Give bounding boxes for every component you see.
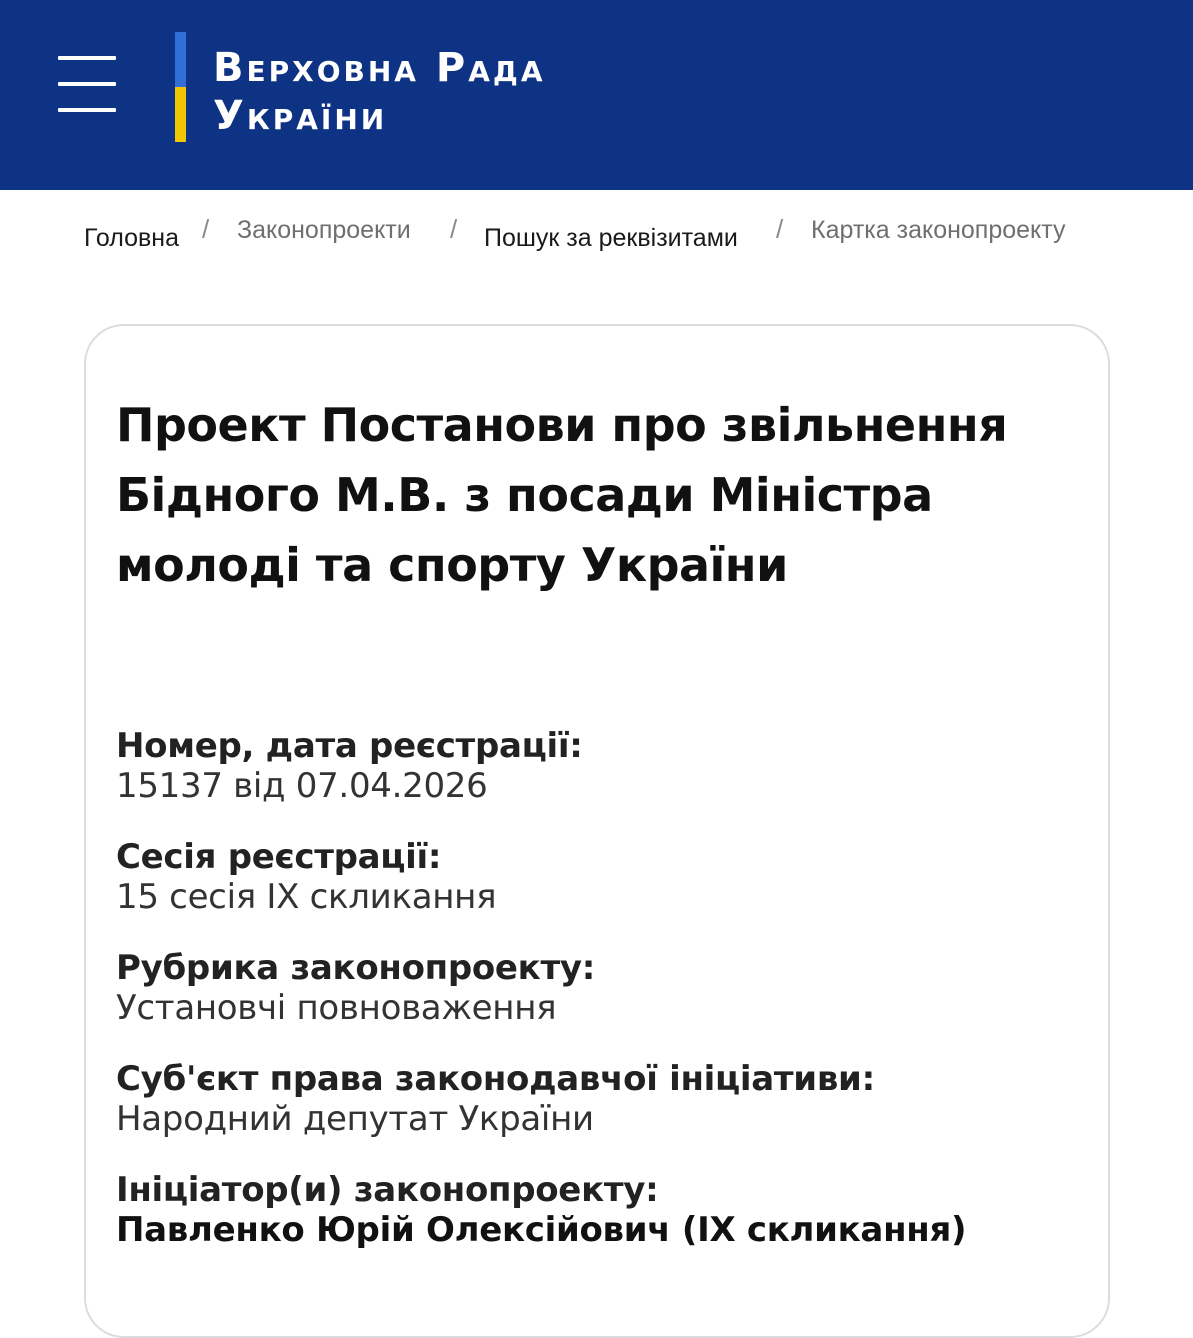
- field-value: Установчі повноваження: [116, 988, 557, 1028]
- field-label: Номер, дата реєстрації:: [116, 726, 583, 766]
- breadcrumb-separator: /: [202, 214, 210, 244]
- field-label: Суб'єкт права законодавчої ініціативи:: [116, 1059, 875, 1099]
- field-value: 15 сесія IX скликання: [116, 877, 497, 917]
- site-header: [0, 0, 1193, 190]
- registration-field: [116, 726, 1096, 806]
- field-label: Сесія реєстрації:: [116, 837, 442, 877]
- breadcrumb-separator: /: [450, 214, 458, 244]
- session-field: [116, 837, 1096, 917]
- field-value: 15137 від 07.04.2026: [116, 766, 488, 806]
- ukraine-flag-icon: [175, 32, 186, 142]
- breadcrumb-bill-card: Картка законопроекту: [811, 216, 1066, 244]
- menu-line: [58, 82, 116, 86]
- hamburger-menu-icon[interactable]: [58, 56, 116, 112]
- bill-title: Проект Постанови про звільнення Бідного М.В. з посади Міністра молоді та спорту України: [116, 398, 1008, 592]
- logo-line-1: Верховна Рада: [213, 45, 546, 91]
- breadcrumb: [84, 212, 1164, 260]
- breadcrumb-separator: /: [776, 214, 784, 244]
- breadcrumb-search[interactable]: Пошук за реквізитами: [484, 224, 738, 252]
- rubric-field: [116, 948, 1096, 1028]
- site-logo[interactable]: [175, 32, 595, 142]
- logo-text: [213, 44, 546, 140]
- logo-line-2: України: [213, 93, 388, 139]
- menu-line: [58, 56, 116, 60]
- field-value: Народний депутат України: [116, 1099, 594, 1139]
- subject-field: [116, 1059, 1096, 1139]
- menu-line: [58, 108, 116, 112]
- initiator-link[interactable]: Павленко Юрій Олексійович (IX скликання): [116, 1210, 967, 1250]
- field-label: Рубрика законопроекту:: [116, 948, 596, 988]
- field-label: Ініціатор(и) законопроекту:: [116, 1170, 659, 1210]
- breadcrumb-home[interactable]: Головна: [84, 224, 179, 252]
- initiator-field: [116, 1170, 1096, 1250]
- breadcrumb-bills[interactable]: Законопроекти: [237, 216, 411, 244]
